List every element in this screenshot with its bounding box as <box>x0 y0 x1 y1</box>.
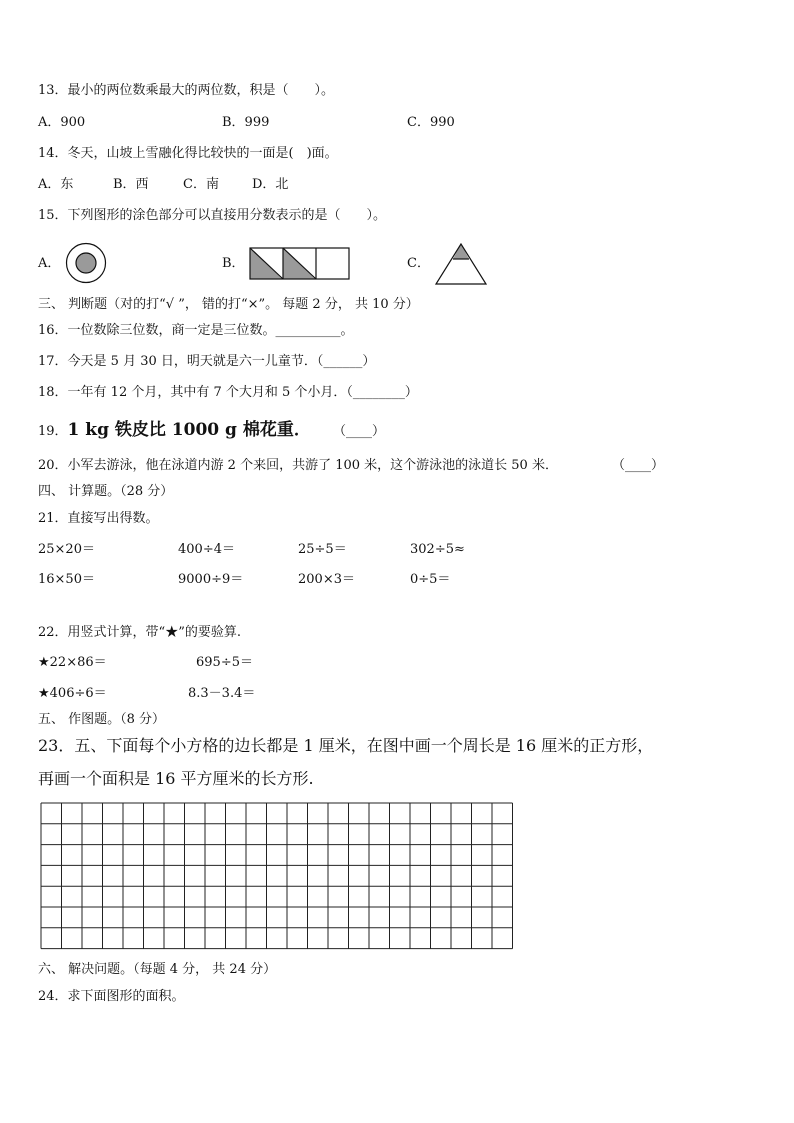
q20-text: 20．小军去游泳，他在泳道内游 2 个来回，共游了 100 米，这个游泳池的泳道长 50 米． <box>38 458 558 473</box>
ring-figure <box>64 242 108 284</box>
q21-item: 25×20＝ <box>38 542 95 557</box>
q22-item: ★406÷6＝ <box>38 686 107 701</box>
q24-text: 24．求下面图形的面积。 <box>38 989 185 1004</box>
q13-option-a: A．900 <box>38 115 86 130</box>
q15-label-a: A． <box>38 256 61 271</box>
q14-stem: 14．冬天，山坡上雪融化得比较快的一面是( )面。 <box>38 146 338 161</box>
q21-item: 200×3＝ <box>298 572 355 587</box>
section-4-title: 四、 计算题。（28 分） <box>38 484 174 499</box>
q21-stem: 21．直接写出得数。 <box>38 511 159 526</box>
section-6-title: 六、 解决问题。（每题 4 分， 共 24 分） <box>38 962 277 977</box>
section-3-title: 三、 判断题（对的打“√ ”， 错的打“×”。 每题 2 分， 共 10 分） <box>38 297 419 312</box>
q22-item: 695÷5＝ <box>196 655 253 670</box>
shaded-triangle-figure <box>434 242 488 286</box>
q19-text: 1 kg 铁皮比 1000 g 棉花重． <box>67 420 311 440</box>
q14-option-c: C．南 <box>183 177 219 192</box>
q22-item: 8.3－3.4＝ <box>188 686 256 701</box>
q14-option-a: A．东 <box>38 177 74 192</box>
q21-item: 400÷4＝ <box>178 542 235 557</box>
q13-option-b: B．999 <box>222 115 270 130</box>
q20-blank: （____） <box>612 458 665 473</box>
q13-stem: 13．最小的两位数乘最大的两位数，积是（ ）。 <box>38 83 335 98</box>
q19-blank: （____） <box>332 424 385 439</box>
q13-option-c: C．990 <box>407 115 455 130</box>
q17-text: 17．今天是 5 月 30 日，明天就是六一儿童节．（______） <box>38 354 376 369</box>
q22-stem: 22．用竖式计算，带“★”的要验算. <box>38 625 241 640</box>
q14-option-d: D．北 <box>252 177 289 192</box>
q19-number: 19． <box>38 424 68 439</box>
q23-line-2: 再画一个面积是 16 平方厘米的长方形. <box>38 769 314 788</box>
q14-option-b: B．西 <box>113 177 149 192</box>
square-grid[interactable] <box>40 802 516 952</box>
shaded-squares-figure <box>248 246 352 282</box>
q22-item: ★22×86＝ <box>38 655 107 670</box>
q21-item: 25÷5＝ <box>298 542 347 557</box>
section-5-title: 五、 作图题。（8 分） <box>38 712 166 727</box>
q23-line-1: 23．五、下面每个小方格的边长都是 1 厘米，在图中画一个周长是 16 厘米的正方形， <box>38 736 654 755</box>
q15-label-b: B． <box>222 256 245 271</box>
q16-text: 16．一位数除三位数，商一定是三位数。__________。 <box>38 323 354 338</box>
q18-text: 18．一年有 12 个月，其中有 7 个大月和 5 个小月．（________） <box>38 385 418 400</box>
q21-item: 9000÷9＝ <box>178 572 244 587</box>
q21-item: 302÷5≈ <box>410 542 465 557</box>
q21-item: 16×50＝ <box>38 572 95 587</box>
q15-stem: 15．下列图形的涂色部分可以直接用分数表示的是（ ）。 <box>38 208 387 223</box>
q15-label-c: C． <box>407 256 430 271</box>
q21-item: 0÷5＝ <box>410 572 451 587</box>
